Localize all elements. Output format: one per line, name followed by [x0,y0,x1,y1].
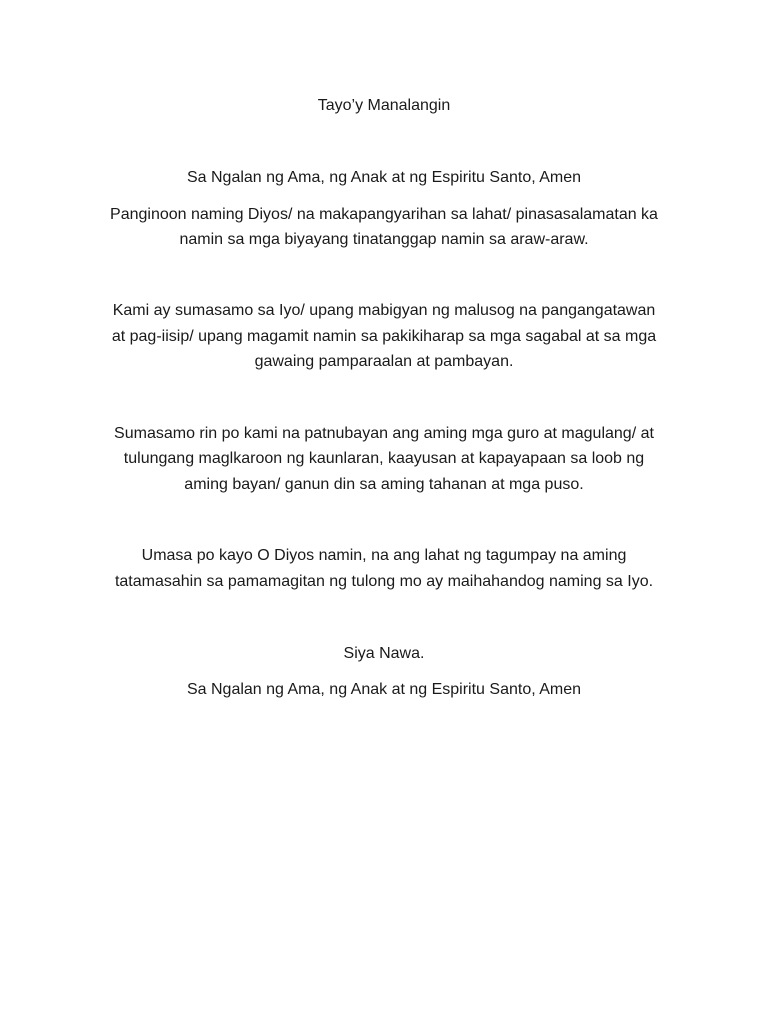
paragraph-line: Panginoon naming Diyos/ na makapangyarihan sa lahat/ pinasasalamatan ka [110,206,658,223]
paragraph-line: at pag-iisip/ upang magamit namin sa pakikiharap sa mga sagabal at sa mga [111,328,657,345]
paragraph-line: Umasa po kayo O Diyos namin, na ang lahat ng tagumpay na aming [141,547,627,564]
opening-invocation: Sa Ngalan ng Ama, ng Anak at ng Espiritu Santo, Amen [186,169,582,186]
paragraph-line: aming bayan/ ganun din sa aming tahanan at mga puso. [184,476,584,493]
paragraph-line: tulungang maglkaroon ng kaunlaran, kaayusan at kapayapaan sa loob ng [123,450,645,467]
paragraph-line: Sumasamo rin po kami na patnubayan ang aming mga guro at magulang/ at [114,425,654,442]
closing-amen: Siya Nawa. [343,645,425,662]
paragraph-line: gawaing pamparaalan at pambayan. [254,353,514,370]
paragraph-line: Kami ay sumasamo sa Iyo/ upang mabigyan ng malusog na pangangatawan [112,302,656,319]
paragraph-line: tatamasahin sa pamamagitan ng tulong mo ay maihahandog naming sa Iyo. [114,573,654,590]
document-title: Tayo’y Manalangin [317,97,451,114]
paragraph-line: namin sa mga biyayang tinatanggap namin sa araw-araw. [179,231,589,248]
final-invocation: Sa Ngalan ng Ama, ng Anak at ng Espiritu Santo, Amen [186,681,582,698]
